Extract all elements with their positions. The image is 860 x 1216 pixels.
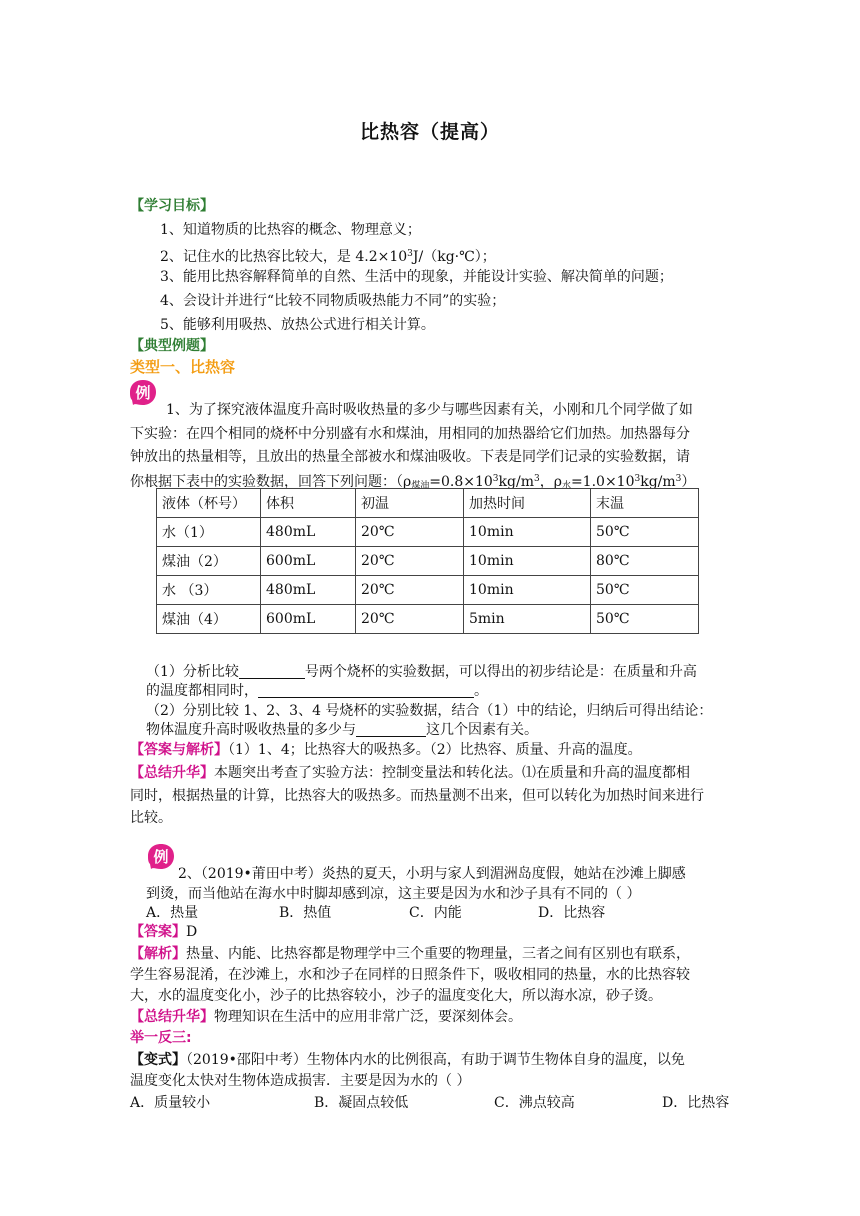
objective-item: 1、知道物质的比热容的概念、物理意义； [160, 222, 421, 238]
q2-analysis-cont: 学生容易混淆，在沙滩上，水和沙子在同样的日照条件下，吸收相同的热量，水的比热容较 [130, 967, 690, 983]
table-header-cell: 初温 [356, 489, 464, 518]
page-title: 比热容（提高） [359, 121, 500, 143]
table-header-row [157, 489, 699, 518]
objective-item: 5、能够利用吸热、放热公式进行相关计算。 [160, 317, 435, 333]
objective-item: 2、记住水的比热容比较大，是 $4.2\times 10^3J/(kg\cdot℃)$； [160, 249, 496, 265]
q1-part1-cont: 的温度都相同时， 。 [146, 683, 488, 699]
objective-item: 4、会设计并进行“比较不同物质吸热能力不同”的实验； [160, 293, 506, 309]
q2-answer: 【答案】D [130, 924, 198, 940]
example-badge-icon [128, 378, 158, 408]
objective-item: 3、能用比热容解释简单的自然、生活中的现象，并能设计实验、解决简单的问题； [160, 269, 673, 285]
q1-text: 1、为了探究液体温度升高时吸收热量的多少与哪些因素有关，小刚和几个同学做了如 [166, 402, 693, 418]
badge-char: 例 [135, 384, 151, 402]
q1-part2-cont: 物体温度升高时吸收热量的多少与 这几个因素有关。 [146, 722, 538, 738]
q1-part2: （2）分别比较 1、2、3、4 号烧杯的实验数据，结合（1）中的结论，归纳后可得出结论： [146, 703, 713, 719]
table-header-cell: 体积 [261, 489, 356, 518]
table-cell: 80℃ [591, 547, 699, 576]
table-row [157, 518, 699, 547]
q1-part1: （1）分析比较 号两个烧杯的实验数据，可以得出的初步结论是：在质量和升高 [146, 664, 697, 680]
table-row [157, 547, 699, 576]
variant-text: 温度变化太快对生物体造成损害．主要是因为水的（ ） [130, 1073, 471, 1089]
examples-header: 【典型例题】 [130, 338, 214, 354]
variant-option: A．质量较小 [130, 1095, 211, 1111]
badge-char: 例 [153, 848, 169, 866]
q1-summary: 【总结升华】本题突出考查了实验方法：控制变量法和转化法。⑴在质量和升高的温度都相 [130, 765, 690, 781]
q1-summary-cont: 比较。 [130, 810, 172, 826]
example-badge-icon [146, 842, 176, 872]
table-cell: 50℃ [591, 518, 699, 547]
answer-blank[interactable] [239, 664, 305, 679]
variant-option: D．比热容 [662, 1095, 730, 1111]
table-cell: 20℃ [356, 605, 464, 634]
table-cell: 480mL [261, 576, 356, 605]
table-header-cell: 加热时间 [464, 489, 591, 518]
variant-option: B．凝固点较低 [314, 1095, 409, 1111]
table-cell: 20℃ [356, 518, 464, 547]
q1-text: 下实验：在四个相同的烧杯中分别盛有水和煤油，用相同的加热器给它们加热。加热器每分 [130, 426, 690, 442]
q2-text: 2、（2019•莆田中考）炎热的夏天，小玥与家人到湄洲岛度假，她站在沙滩上脚感 [178, 866, 686, 882]
q2-analysis: 【解析】热量、内能、比热容都是物理学中三个重要的物理量，三者之间有区别也有联系， [130, 946, 690, 962]
table-cell: 50℃ [591, 576, 699, 605]
q2-option: C．内能 [409, 905, 462, 921]
table-cell: 600mL [261, 605, 356, 634]
answer-blank[interactable] [258, 683, 474, 698]
q1-answer: 【答案与解析】（1）1、4；比热容大的吸热多。（2）比热容、质量、升高的温度。 [130, 742, 642, 758]
table-cell: 煤油（2） [157, 547, 261, 576]
table-cell: 10min [464, 576, 591, 605]
objectives-header: 【学习目标】 [130, 198, 214, 214]
variant-text: 【变式】（2019•邵阳中考）生物体内水的比例很高，有助于调节生物体自身的温度，以免 [130, 1052, 685, 1068]
q2-option: A．热量 [146, 905, 199, 921]
q1-text: 钟放出的热量相等，且放出的热量全部被水和煤油吸收。下表是同学们记录的实验数据，请 [130, 449, 690, 465]
experiment-table [156, 488, 699, 634]
table-cell: 480mL [261, 518, 356, 547]
answer-blank[interactable] [356, 722, 426, 737]
table-header-cell: 末温 [591, 489, 699, 518]
q2-analysis-cont: 大，水的温度变化小，沙子的比热容较小，沙子的温度变化大，所以海水凉，砂子烫。 [130, 988, 662, 1004]
q1-summary-cont: 同时，根据热量的计算，比热容大的吸热多。而热量测不出来，但可以转化为加热时间来进行 [130, 788, 704, 804]
table-cell: 水（1） [157, 518, 261, 547]
variant-option: C．沸点较高 [494, 1095, 575, 1111]
q2-summary: 【总结升华】物理知识在生活中的应用非常广泛，要深刻体会。 [130, 1009, 522, 1025]
table-cell: 20℃ [356, 576, 464, 605]
table-cell: 10min [464, 547, 591, 576]
q2-option: D．比热容 [538, 905, 606, 921]
q2-option: B．热值 [279, 905, 332, 921]
table-cell: 10min [464, 518, 591, 547]
q2-text: 到烫，而当他站在海水中时脚却感到凉，这主要是因为水和沙子具有不同的（ ） [146, 886, 641, 902]
q1-text: 你根据下表中的实验数据，回答下列问题：（$\rho_{煤油}=0.8\times 10^3kg/m^3$，$\rho_水=1.0\times 10^3kg/m^3$） [130, 474, 696, 491]
table-cell: 50℃ [591, 605, 699, 634]
table-cell: 600mL [261, 547, 356, 576]
table-header-cell: 液体（杯号） [157, 489, 261, 518]
type1-header: 类型一、比热容 [130, 358, 236, 376]
table-row [157, 605, 699, 634]
variant-header: 举一反三: [130, 1030, 192, 1046]
table-row [157, 576, 699, 605]
table-cell: 煤油（4） [157, 605, 261, 634]
table-cell: 5min [464, 605, 591, 634]
table-cell: 20℃ [356, 547, 464, 576]
table-cell: 水 （3） [157, 576, 261, 605]
